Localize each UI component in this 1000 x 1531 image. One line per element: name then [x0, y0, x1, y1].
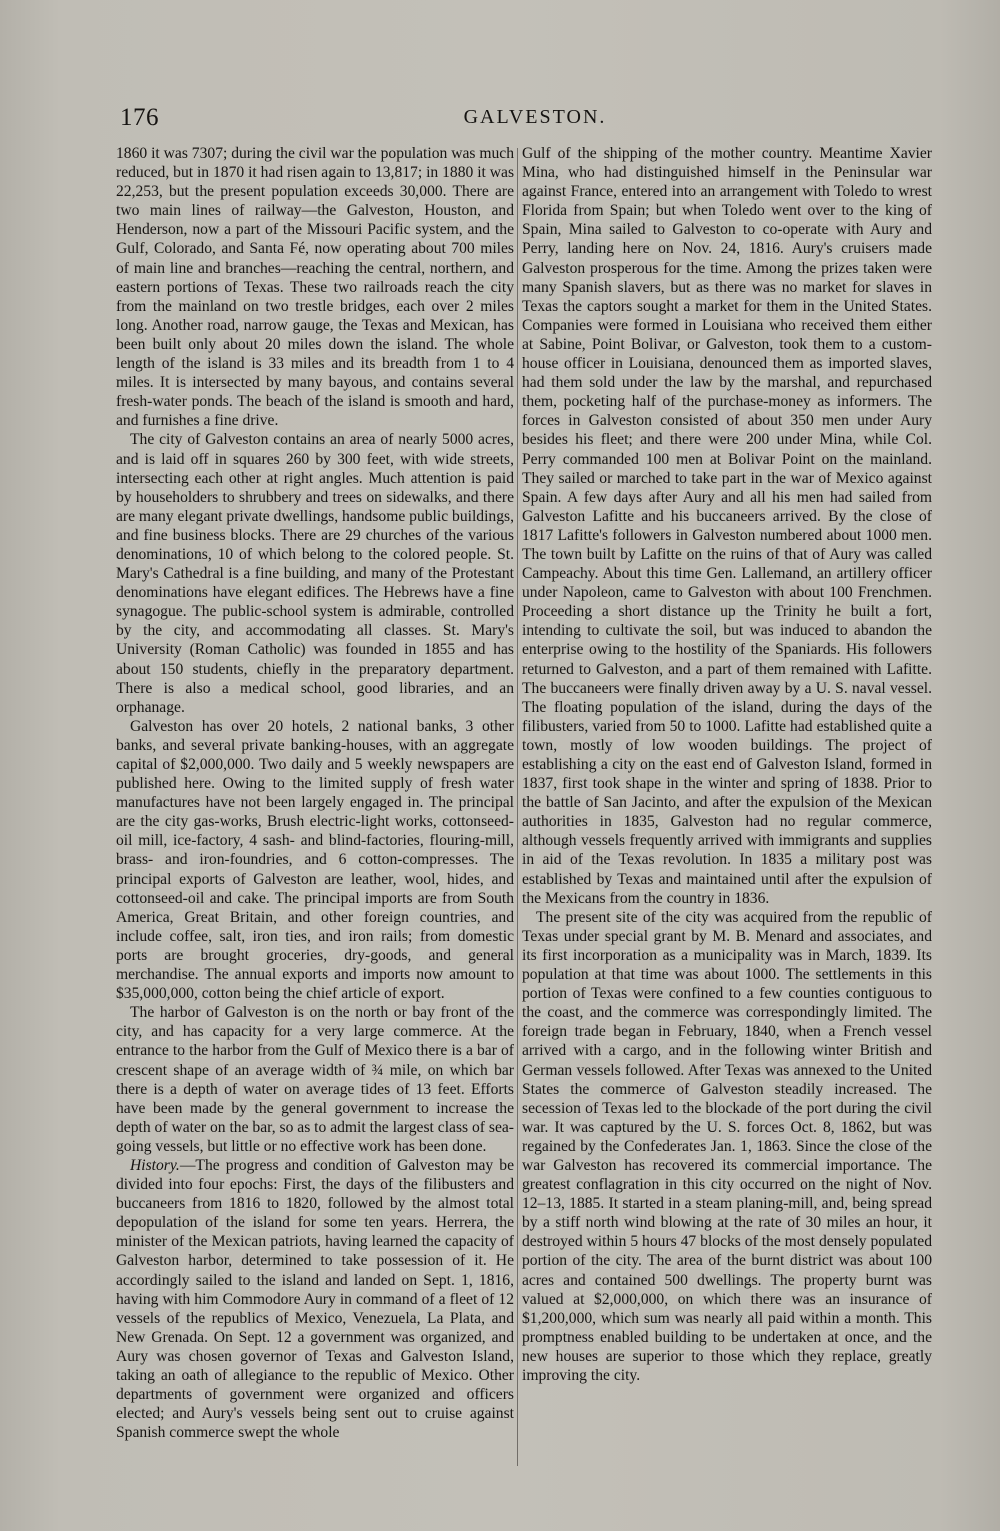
history-text: —The progress and condition of Galveston may be divided into four epochs: First, the days of the filibusters and buccaneers from 1816 to 1820, followed by the almost total depopulation of the island for some ten years. Herrera, the minister of the Mexican patriots, having learned the capacity of Galveston harbor, determined to take possession of it. He accordingly sailed to the island and landed on Sept. 1, 1816, having with him Commodore Aury in command of a fleet of 12 vessels of the republics of Mexico, Venezuela, La Plata, and New Grenada. On Sept. 12 a government was organized, and Aury was chosen governor of Texas and Galveston Island, taking an oath of allegiance to the republic of Mexico. Other departments of government were organized and officers elected; and Aury's vessels being sent out to cruise against Spanish commerce swept the whole: [116, 1156, 514, 1442]
paragraph-harbor: The harbor of Galveston is on the north or bay front of the city, and has capacity for a very large commerce. At the entrance to the harbor from the Gulf of Mexico there is a bar of crescent shape of an average width of ¾ mile, on which bar there is a depth of water on average tides of 13 feet. Efforts have been made by the general government to increase the depth of water on the bar, so as to admit the largest class of sea-going vessels, but little or no effective work has been done.: [116, 1004, 514, 1155]
paragraph-city-description: The city of Galveston contains an area of nearly 5000 acres, and is laid off in squares 260 by 300 feet, with wide streets, intersecting each other at right angles. Much attention is paid by householders to shrubbery and trees on sidewalks, and there are many elegant private dwellings, handsome public buildings, and fine business blocks. There are 29 churches of the various denominations, 10 of which belong to the colored people. St. Mary's Cathedral is a fine building, and many of the Protestant denominations have elegant edifices. The Hebrews have a fine synagogue. The public-school system is admirable, controlled by the city, and accommodating all classes. St. Mary's University (Roman Catholic) was founded in 1855 and has about 150 students, chiefly in the preparatory department. There is also a medical school, good libraries, and an orphanage.: [116, 431, 514, 716]
text-columns: [116, 144, 938, 1484]
paragraph-city-incorporation: The present site of the city was acquired from the republic of Texas under special grant by M. B. Menard and associates, and its first incorporation as a municipality was in March, 1839. Its population at that time was about 1000. The settlements in this portion of Texas were confined to a few counties contiguous to the coast, and the commerce was correspondingly limited. The foreign trade began in February, 1840, when a French vessel arrived with a cargo, and in the following winter British and German vessels followed. After Texas was annexed to the United States the commerce of Galveston steadily increased. The secession of Texas led to the blockade of the port during the civil war. It was captured by the U. S. forces Oct. 8, 1862, but was regained by the Confederates Jan. 1, 1863. Since the close of the war Galveston has recovered its commercial importance. The greatest conflagration in this city occurred on the night of Nov. 12–13, 1885. It started in a steam planing-mill, and, being spread by a stiff north wind blowing at the rate of 30 miles an hour, it destroyed within 5 hours 47 blocks of the most densely populated portion of the city. The area of the burnt district was about 100 acres and contained 500 dwellings. The property burnt was valued at $2,000,000, on which there was an insurance of $1,200,000, which sum was nearly all paid within a month. This promptness enabled building to be undertaken at once, and the new houses are superior to those which they replace, greatly improving the city.: [522, 908, 932, 1384]
history-heading: History.: [130, 1156, 180, 1174]
running-title: GALVESTON.: [463, 106, 607, 128]
right-column: [522, 144, 932, 1484]
paragraph-history-continued: Gulf of the shipping of the mother country. Meantime Xavier Mina, who had distinguished himself in the Peninsular war against France, entered into an arrangement with Toledo to wrest Florida from Spain; but when Toledo went over to the king of Spain, Mina sailed to Galveston to co-operate with Aury and Perry, landing here on Nov. 24, 1816. Aury's cruisers made Galveston prosperous for the time. Among the prizes taken were many Spanish slavers, but as there was no market for slaves in Texas the captors sought a market for them in the United States. Companies were formed in Louisiana who received them either at Sabine, Point Bolivar, or Galveston, took them to a custom-house officer in Louisiana, denounced them as imported slaves, had them sold under the law by the marshal, and repurchased them, pocketing half of the purchase-money as informers. The forces in Galveston consisted of about 350 men under Aury besides his fleet; and there were 200 under Mina, while Col. Perry commanded 100 men at Bolivar Point on the mainland. They sailed or marched to take part in the war of Mexico against Spain. A few days after Aury and all his men had sailed from Galveston Lafitte and his buccaneers arrived. By the close of 1817 Lafitte's followers in Galveston numbered about 1000 men. The town built by Lafitte on the ruins of that of Aury was called Campeachy. About this time Gen. Lallemand, an artillery officer under Napoleon, came to Galveston with about 100 Frenchmen. Proceeding a short distance up the Trinity he built a fort, intending to cultivate the soil, but was induced to abandon the enterprise owing to the hostility of the Spaniards. His followers returned to Galveston, and a part of them remained with Lafitte. The buccaneers were finally driven away by a U. S. naval vessel. The floating population of the island, during the days of the filibusters, varied from 50 to 1000. Lafitte had established quite a town, mostly of low wooden buildings. The project of establishing a city on the east end of Galveston Island, formed in 1837, first took shape in the winter and spring of 1838. Prior to the battle of San Jacinto, and after the expulsion of the Mexican authorities in 1835, Galveston had no regular commerce, although vessels frequently arrived with immigrants and supplies in aid of the Texas revolution. In 1835 a military post was established by Texas and maintained until after the expulsion of the Mexicans from the country in 1836.: [522, 145, 932, 907]
paragraph-population-railways: 1860 it was 7307; during the civil war the population was much reduced, but in 1870 it had risen again to 13,817; in 1880 it was 22,253, but the present population exceeds 30,000. There are two main lines of railway—the Galveston, Houston, and Henderson, now a part of the Missouri Pacific system, and the Gulf, Colorado, and Santa Fé, now operating about 700 miles of main line and branches—reaching the central, northern, and eastern portions of Texas. These two railroads reach the city from the mainland on two trestle bridges, each over 2 miles long. Another road, narrow gauge, the Texas and Mexican, has been built only about 20 miles down the island. The whole length of the island is 33 miles and its breadth from 1 to 4 miles. It is intersected by many bayous, and contains several fresh-water ponds. The beach of the island is smooth and hard, and furnishes a fine drive.: [116, 145, 514, 430]
page-header: [110, 104, 920, 136]
page-number: 176: [120, 104, 159, 131]
left-column: [116, 144, 514, 1484]
paragraph-history: [116, 1156, 514, 1442]
paragraph-commerce: Galveston has over 20 hotels, 2 national banks, 3 other banks, and several private banking-houses, with an aggregate capital of $2,000,000. Two daily and 5 weekly newspapers are published here. Owing to the limited supply of fresh water manufactures have not been largely engaged in. The principal are the city gas-works, Brush electric-light works, cottonseed-oil mill, ice-factory, 4 sash- and blind-factories, flouring-mill, brass- and iron-foundries, and 6 cotton-compresses. The principal exports of Galveston are leather, wool, hides, and cottonseed-oil and cake. The principal imports are from South America, Great Britain, and other foreign countries, and include coffee, salt, iron ties, and iron rails; from domestic ports are brought groceries, dry-goods, and general merchandise. The annual exports and imports now amount to $35,000,000, cotton being the chief article of export.: [116, 717, 514, 1003]
